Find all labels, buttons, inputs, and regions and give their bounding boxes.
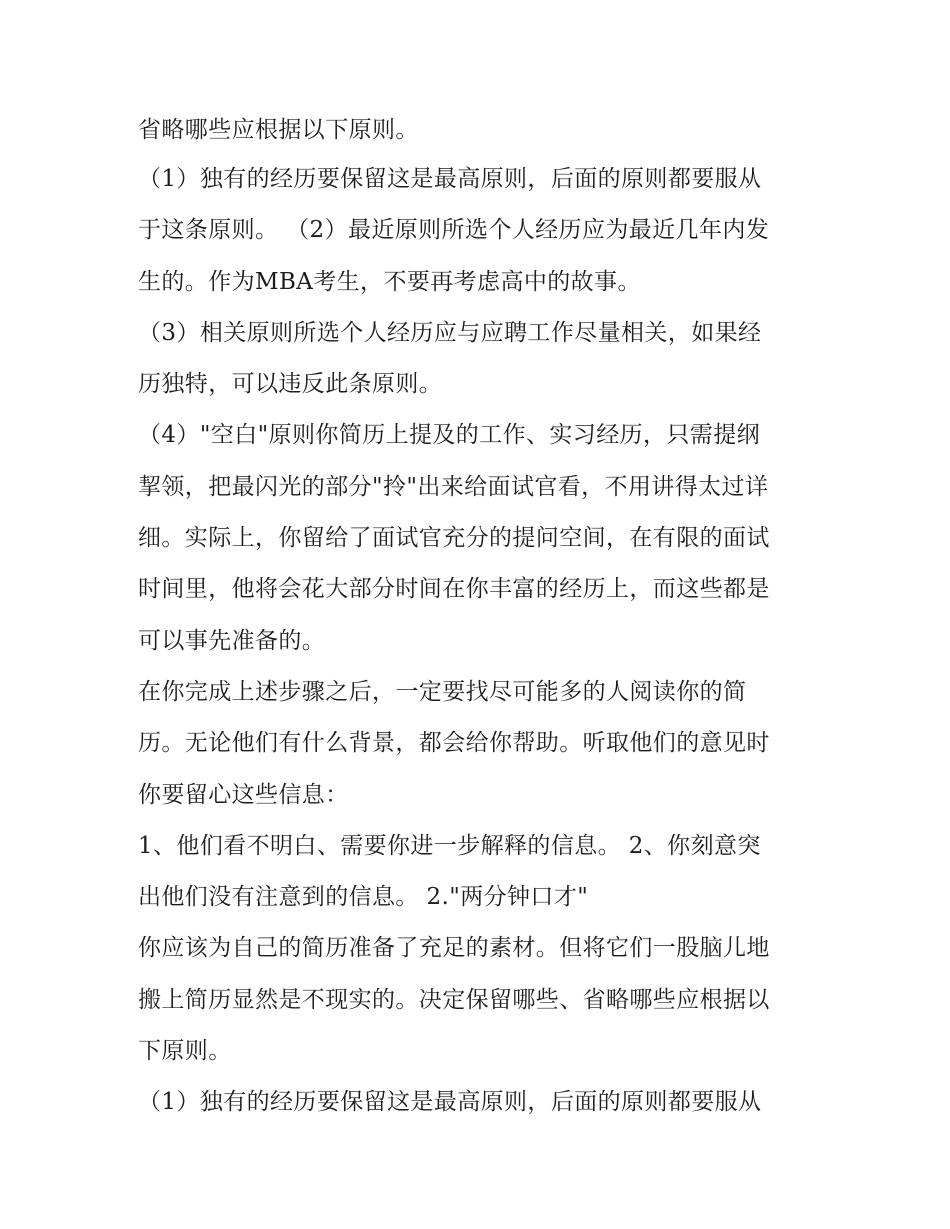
text-line: 下原则。 [138, 1038, 232, 1065]
text-line: （1）独有的经历要保留这是最高原则，后面的原则都要服从 [138, 166, 762, 192]
document-body [138, 108, 828, 1132]
text-line: 1、他们看不明白、需要你进一步解释的信息。 2、你刻意突 [138, 832, 761, 859]
text-line: 搬上简历显然是不现实的。决定保留哪些、省略哪些应根据以 [138, 986, 770, 1013]
text-line: （3）相关原则所选个人经历应与应聘工作尽量相关，如果经 [138, 319, 762, 346]
text-line: 你应该为自己的简历准备了充足的素材。但将它们一股脑儿地 [138, 935, 770, 962]
text-line: 出他们没有注意到的信息。 2."两分钟口才" [138, 884, 589, 911]
text-line: 可以事先准备的。 [138, 627, 326, 654]
text-line: 历。无论他们有什么背景，都会给你帮助。听取他们的意见时 [138, 730, 770, 757]
text-line: 省略哪些应根据以下原则。 [138, 117, 419, 143]
text-line: （4）"空白"原则你简历上提及的工作、实习经历，只需提纲 [138, 422, 760, 449]
text-line: 历独特，可以违反此条原则。 [138, 371, 443, 398]
text-line: 你要留心这些信息： [138, 781, 349, 808]
text-line: （1）独有的经历要保留这是最高原则，后面的原则都要服从 [138, 1089, 762, 1116]
text-line: 生的。作为MBA考生，不要再考虑高中的故事。 [138, 268, 641, 295]
text-line: 时间里，他将会花大部分时间在你丰富的经历上，而这些都是 [138, 576, 770, 603]
text-line: 于这条原则。 （2）最近原则所选个人经历应为最近几年内发 [138, 217, 770, 244]
text-line: 在你完成上述步骤之后，一定要找尽可能多的人阅读你的简 [138, 678, 747, 705]
text-line: 细。实际上，你留给了面试官充分的提问空间，在有限的面试 [138, 525, 770, 552]
text-line: 挈领，把最闪光的部分"拎"出来给面试官看，不用讲得太过详 [138, 473, 769, 500]
